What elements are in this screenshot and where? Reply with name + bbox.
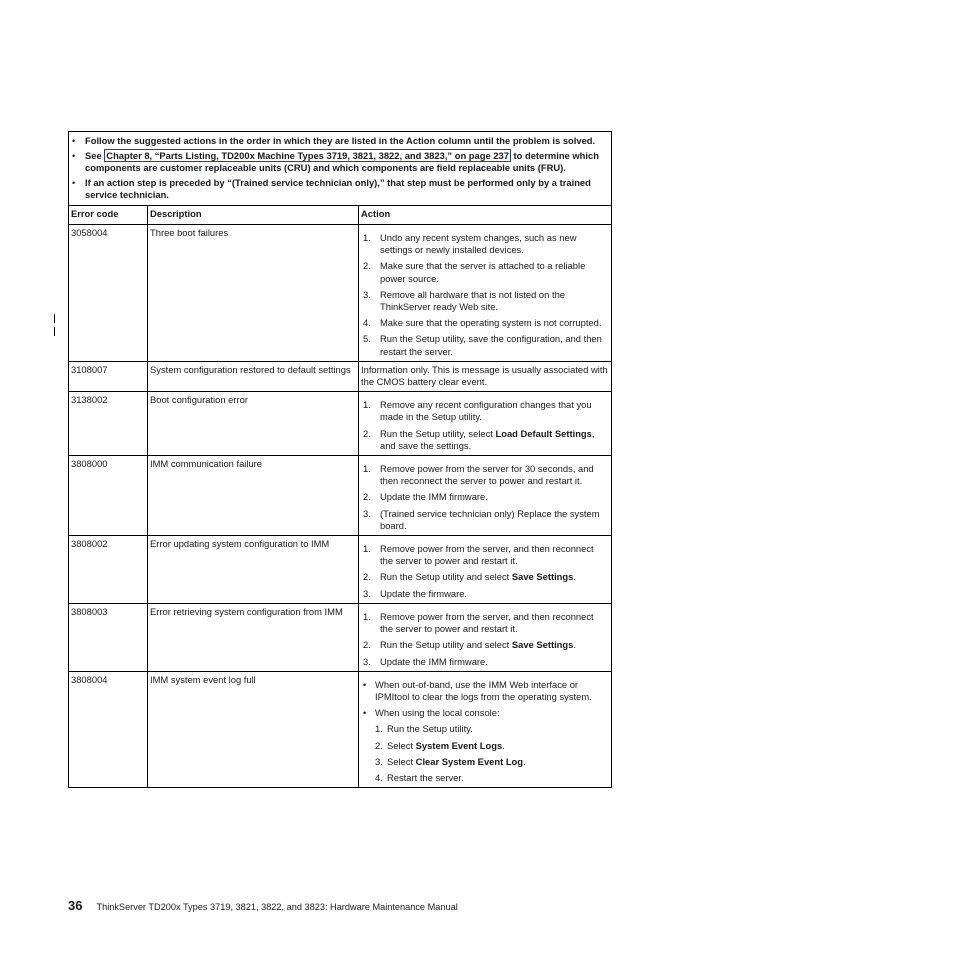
action-cell [359, 603, 612, 671]
step-text [380, 428, 608, 452]
action-list [361, 723, 608, 784]
step-number: 2. [363, 571, 371, 583]
step-number: 3. [363, 288, 371, 300]
action-text-part: Run the Setup utility and select [380, 571, 512, 583]
action-text-part: Run the Setup utility, save the configuration, and then restart the server. [380, 333, 602, 357]
footer-title: ThinkServer TD200x Types 3719, 3821, 3822, and 3823: Hardware Maintenance Manual [96, 902, 458, 912]
action-text-part: . [502, 739, 505, 751]
error-row [69, 671, 612, 787]
step-text [380, 399, 608, 423]
bullet-icon: • [72, 135, 76, 146]
action-list [361, 543, 608, 600]
action-text-part: Select [387, 739, 416, 751]
step-text [380, 508, 608, 532]
action-text-part: , and save the settings. [380, 427, 595, 451]
step-number: 3. [363, 655, 371, 667]
description-cell: IMM communication failure [148, 456, 359, 536]
error-row [69, 603, 612, 671]
action-step [361, 656, 608, 668]
action-bullet-list [361, 679, 608, 784]
error-code-cell: 3808000 [69, 456, 148, 536]
action-cell [359, 392, 612, 456]
step-text [380, 656, 488, 668]
action-emphasis: System Event Logs [415, 739, 503, 751]
step-text [387, 756, 526, 768]
step-number: 4. [375, 771, 383, 783]
action-text-part: Select [387, 755, 416, 767]
action-step [361, 463, 608, 487]
action-text-part: (Trained service technician only) Replace the system board. [380, 507, 600, 531]
action-text-part: Remove all hardware that is not listed on the ThinkServer ready Web site. [380, 288, 565, 313]
bullet-icon: • [363, 678, 367, 690]
action-step [361, 333, 608, 357]
action-list [361, 463, 608, 532]
action-emphasis: Save Settings [511, 639, 574, 651]
note-text: If an action step is preceded by “(Trained service technician only),” that step must be performed only by a trained service technician. [85, 176, 591, 200]
step-number: 4. [363, 317, 371, 329]
action-step [361, 611, 608, 635]
note-pre-text: See [85, 149, 105, 161]
step-number: 3. [375, 755, 383, 767]
bullet-text: When out-of-band, use the IMM Web interface or IPMItool to clear the logs from the operating system. [375, 678, 592, 702]
error-row [69, 225, 612, 362]
action-text-part: Make sure that the server is attached to a reliable power source. [380, 260, 586, 284]
action-step [373, 772, 608, 784]
action-cell [359, 536, 612, 604]
action-cell [359, 456, 612, 536]
note-post-text: to determine which components are customer replaceable units (CRU) and which components are field replaceable units (FRU). [85, 149, 599, 173]
action-text-part: Remove any recent configuration changes that you made in the Setup utility. [380, 399, 592, 423]
action-text-part: Run the Setup utility, select [380, 427, 496, 439]
step-number: 1. [375, 723, 383, 735]
error-code-table [68, 131, 612, 788]
step-number: 2. [363, 639, 371, 651]
action-text-part: Update the IMM firmware. [380, 491, 488, 503]
header-row [69, 206, 612, 225]
error-row [69, 536, 612, 604]
page-footer [68, 898, 458, 913]
action-cell [359, 671, 612, 787]
note-item [72, 177, 607, 201]
action-step [373, 756, 608, 768]
bullet-text: When using the local console: [375, 707, 500, 719]
step-number: 5. [363, 333, 371, 345]
error-row [69, 392, 612, 456]
step-text [380, 639, 576, 651]
description-cell: Three boot failures [148, 225, 359, 362]
action-cell [359, 225, 612, 362]
header-action: Action [359, 206, 612, 225]
note-text [85, 150, 607, 174]
step-number: 1. [363, 399, 371, 411]
step-number: 2. [363, 491, 371, 503]
action-step [361, 317, 608, 329]
action-emphasis: Save Settings [511, 571, 574, 583]
step-text [380, 232, 608, 256]
action-text-part: Update the firmware. [380, 587, 468, 599]
action-text-part: Remove power from the server, and then reconnect the server to power and restart it. [380, 610, 594, 635]
step-text [380, 543, 608, 567]
step-number: 1. [363, 463, 371, 475]
action-step [361, 428, 608, 452]
step-number: 2. [375, 739, 383, 751]
step-text [380, 317, 601, 329]
step-number: 2. [363, 427, 371, 439]
action-step [361, 491, 608, 503]
step-text [387, 740, 505, 752]
action-text-part: Run the Setup utility. [387, 723, 473, 735]
action-cell [359, 361, 612, 391]
action-step [373, 740, 608, 752]
action-text-part: Remove power from the server, and then reconnect the server to power and restart it. [380, 543, 594, 567]
description-cell: System configuration restored to default settings [148, 361, 359, 391]
header-error-code: Error code [69, 206, 148, 225]
action-list [361, 232, 608, 358]
description-cell: Error updating system configuration to IMM [148, 536, 359, 604]
action-step [361, 232, 608, 256]
step-text [380, 260, 608, 284]
sub-list-wrapper [361, 723, 608, 784]
step-number: 3. [363, 507, 371, 519]
revision-bar-lower [54, 327, 55, 336]
description-cell: Boot configuration error [148, 392, 359, 456]
action-text-part: . [523, 755, 526, 767]
step-text [380, 588, 467, 600]
action-text-part: Run the Setup utility and select [380, 639, 512, 651]
action-step [373, 723, 608, 735]
note-item [72, 135, 607, 147]
action-step [361, 588, 608, 600]
action-bullet [361, 707, 608, 719]
step-text [380, 289, 608, 313]
action-text-part: Make sure that the operating system is not corrupted. [380, 317, 602, 329]
action-text-part: . [573, 639, 576, 651]
step-text [387, 772, 464, 784]
revision-bar-upper [54, 314, 55, 323]
bullet-icon: • [72, 149, 76, 161]
step-number: 1. [363, 232, 371, 244]
notes-row [69, 132, 612, 206]
step-text [380, 463, 608, 487]
step-number: 3. [363, 587, 371, 599]
description-cell: IMM system event log full [148, 671, 359, 787]
step-text [380, 333, 608, 357]
action-step [361, 260, 608, 284]
action-bullet [361, 679, 608, 703]
action-emphasis: Load Default Settings [495, 427, 592, 439]
notes-cell [69, 132, 612, 206]
chapter-8-link[interactable]: Chapter 8, “Parts Listing, TD200x Machine Types 3719, 3821, 3822, and 3823,” on page 237 [106, 149, 509, 161]
action-step [361, 289, 608, 313]
error-code-cell: 3808004 [69, 671, 148, 787]
bullet-icon: • [363, 707, 367, 719]
action-text-part: . [573, 571, 576, 583]
action-text-part: Undo any recent system changes, such as new settings or newly installed devices. [380, 232, 577, 256]
action-step [361, 543, 608, 567]
note-text: Follow the suggested actions in the order in which they are listed in the Action column until the problem is solved. [85, 135, 596, 146]
action-text: Information only. This is message is usually associated with the CMOS battery clear event. [361, 363, 608, 388]
header-description: Description [148, 206, 359, 225]
error-code-cell: 3108007 [69, 361, 148, 391]
error-row [69, 361, 612, 391]
action-text-part: Restart the server. [387, 771, 464, 783]
step-text [387, 723, 473, 735]
step-text [380, 491, 488, 503]
action-step [361, 508, 608, 532]
step-number: 1. [363, 543, 371, 555]
action-text-part: Remove power from the server for 30 seconds, and then reconnect the server to power and restart it. [380, 463, 594, 487]
action-text-part: Update the IMM firmware. [380, 655, 488, 667]
error-code-cell: 3808002 [69, 536, 148, 604]
error-code-cell: 3808003 [69, 603, 148, 671]
page-number: 36 [68, 898, 83, 913]
step-number: 2. [363, 260, 371, 272]
action-step [361, 399, 608, 423]
error-code-cell: 3058004 [69, 225, 148, 362]
note-item [72, 150, 607, 174]
step-number: 1. [363, 610, 371, 622]
action-step [361, 639, 608, 651]
step-text [380, 571, 576, 583]
error-row [69, 456, 612, 536]
action-list [361, 611, 608, 668]
action-step [361, 571, 608, 583]
action-emphasis: Clear System Event Log [415, 755, 523, 767]
description-cell: Error retrieving system configuration from IMM [148, 603, 359, 671]
action-list [361, 399, 608, 452]
error-code-cell: 3138002 [69, 392, 148, 456]
bullet-icon: • [72, 176, 76, 188]
step-text [380, 611, 608, 635]
